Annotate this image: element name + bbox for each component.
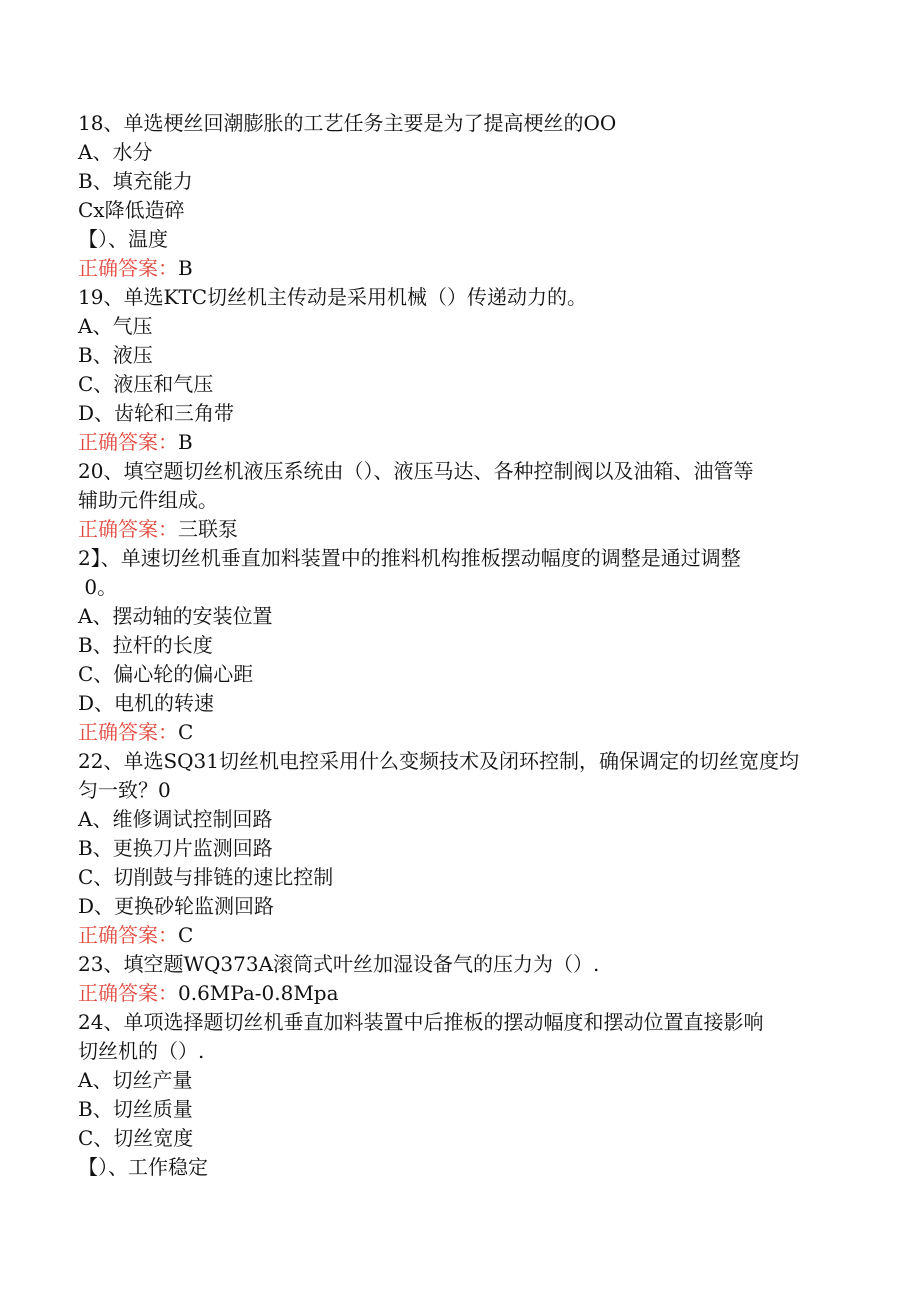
- answer-label: 正确答案：: [78, 923, 178, 947]
- question-stem: 2】、单速切丝机垂直加料装置中的推料机构推板摆动幅度的调整是通过调整: [78, 546, 741, 570]
- answer-value: B: [178, 256, 193, 280]
- question-stem: 19、单选KTC切丝机主传动是采用机械（）传递动力的。: [78, 285, 588, 309]
- question-stem: 23、填空题WQ373A滚筒式叶丝加湿设备气的压力为（）.: [78, 952, 600, 976]
- question-stem-continued: 辅助元件组成。: [78, 488, 218, 512]
- question-stem: 22、单选SQ31切丝机电控采用什么变频技术及闭环控制，确保调定的切丝宽度均: [78, 749, 799, 773]
- answer-value: 0.6MPa-0.8Mpa: [178, 981, 339, 1005]
- answer-value: B: [178, 430, 193, 454]
- answer-value: 三联泵: [178, 517, 238, 541]
- option-item: B、填充能力: [78, 169, 193, 193]
- answer-line: [78, 718, 858, 747]
- answer-value: C: [178, 720, 194, 744]
- option-item: D、齿轮和三角带: [78, 401, 235, 425]
- option-item: C、液压和气压: [78, 372, 214, 396]
- answer-line: [78, 921, 858, 950]
- answer-label: 正确答案：: [78, 720, 178, 744]
- option-item: C、切丝宽度: [78, 1126, 194, 1150]
- option-item: B、拉杆的长度: [78, 633, 213, 657]
- option-item: A、气压: [78, 314, 153, 338]
- question-stem: 18、单选梗丝回潮膨胀的工艺任务主要是为了提高梗丝的OO: [78, 111, 617, 135]
- answer-line: [78, 515, 858, 544]
- question-stem-continued: 切丝机的（）.: [78, 1039, 205, 1063]
- option-item: A、摆动轴的安装位置: [78, 604, 273, 628]
- option-item: A、维修调试控制回路: [78, 807, 273, 831]
- option-item: D、更换砂轮监测回路: [78, 894, 275, 918]
- question-stem: 24、单项选择题切丝机垂直加料装置中后推板的摆动幅度和摆动位置直接影响: [78, 1010, 764, 1034]
- question-stem-continued: 0。: [78, 575, 118, 599]
- option-item: Cx降低造碎: [78, 198, 185, 222]
- option-item: D、电机的转速: [78, 691, 215, 715]
- option-item: 【）、温度: [78, 227, 168, 251]
- question-list: [78, 109, 858, 1182]
- answer-line: [78, 254, 858, 283]
- answer-value: C: [178, 923, 194, 947]
- option-item: B、更换刀片监测回路: [78, 836, 273, 860]
- answer-line: [78, 428, 858, 457]
- question-stem: 20、填空题切丝机液压系统由（）、液压马达、各种控制阀以及油箱、油管等: [78, 459, 754, 483]
- answer-label: 正确答案：: [78, 981, 178, 1005]
- option-item: A、水分: [78, 140, 153, 164]
- answer-label: 正确答案：: [78, 517, 178, 541]
- question-stem-continued: 匀一致？0: [78, 778, 171, 802]
- option-item: B、切丝质量: [78, 1097, 193, 1121]
- option-item: C、偏心轮的偏心距: [78, 662, 254, 686]
- option-item: B、液压: [78, 343, 153, 367]
- option-item: 【）、工作稳定: [78, 1155, 208, 1179]
- answer-line: [78, 979, 858, 1008]
- option-item: C、切削鼓与排链的速比控制: [78, 865, 334, 889]
- answer-label: 正确答案：: [78, 256, 178, 280]
- answer-label: 正确答案：: [78, 430, 178, 454]
- option-item: A、切丝产量: [78, 1068, 193, 1092]
